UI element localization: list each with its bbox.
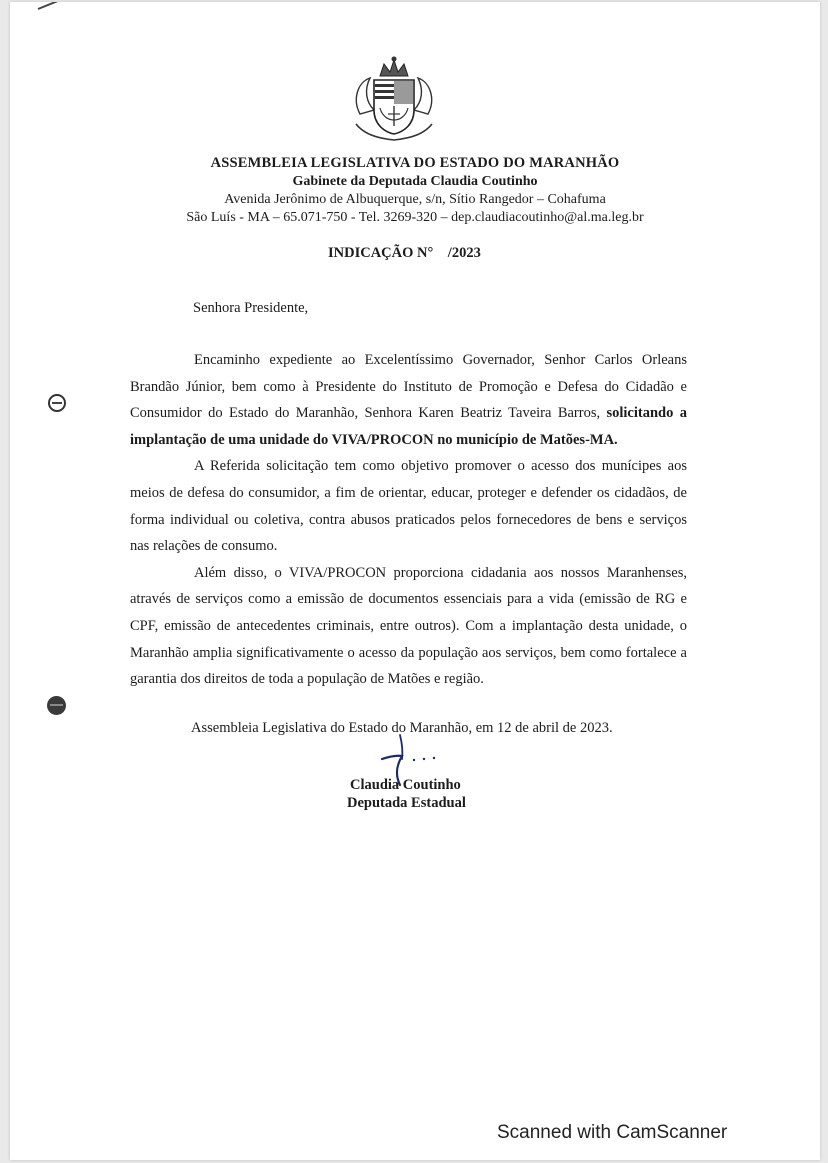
paragraph-1-request: solicitando a implantação de uma unidade do VIVA/PROCON no município de Matões-MA. [130,405,687,448]
document-number: INDICAÇÃO N° /2023 [328,245,481,261]
punch-hole-icon [48,394,66,412]
corner-pen-mark [38,2,70,10]
signatory-name: Claudia Coutinho [350,777,461,793]
coat-of-arms-icon [350,54,438,144]
salutation: Senhora Presidente, [193,300,309,316]
institution-title: ASSEMBLEIA LEGISLATIVA DO ESTADO DO MARANHÃO [210,155,620,171]
punch-hole-icon [47,696,66,715]
office-contact: São Luís - MA – 65.071-750 - Tel. 3269-320 – dep.claudiacoutinho@al.ma.leg.br [186,210,644,225]
office-subtitle: Gabinete da Deputada Claudia Coutinho [292,174,538,189]
letter-body [130,347,687,693]
office-address: Avenida Jerônimo de Albuquerque, s/n, Sítio Rangedor – Cohafuma [224,192,606,207]
paragraph-2: A Referida solicitação tem como objetivo promover o acesso dos munícipes aos meios de defesa do consumidor, a fim de orientar, educar, proteger e defender os cidadãos, de forma individual ou coletiva, contra abusos praticados pelos fornecedores de bens e serviços nas relações de consumo. [130,458,687,555]
signatory-role: Deputada Estadual [347,795,466,811]
document-page [10,2,820,1160]
paragraph-1-text: Encaminho expediente ao Excelentíssimo Governador, Senhor Carlos Orleans Brandão Júnior, bem como à Presidente do Instituto de Promoção e Defesa do Cidadão e Consumidor do Estado do Maranhão, Senhora Karen Beatriz Taveira Barros, [130,352,687,422]
paragraph-1 [130,347,687,453]
closing-date-line: Assembleia Legislativa do Estado do Maranhão, em 12 de abril de 2023. [191,720,613,736]
scanner-watermark: Scanned with CamScanner [497,1122,728,1143]
paragraph-3: Além disso, o VIVA/PROCON proporciona cidadania aos nossos Maranhenses, através de serviços como a emissão de documentos essenciais para a vida (emissão de RG e CPF, emissão de antecedentes criminais, entre outros). Com a implantação desta unidade, o Maranhão amplia significativamente o acesso da população aos serviços, bem como fortalece a garantia dos direitos de toda a população de Matões e região. [130,564,687,688]
